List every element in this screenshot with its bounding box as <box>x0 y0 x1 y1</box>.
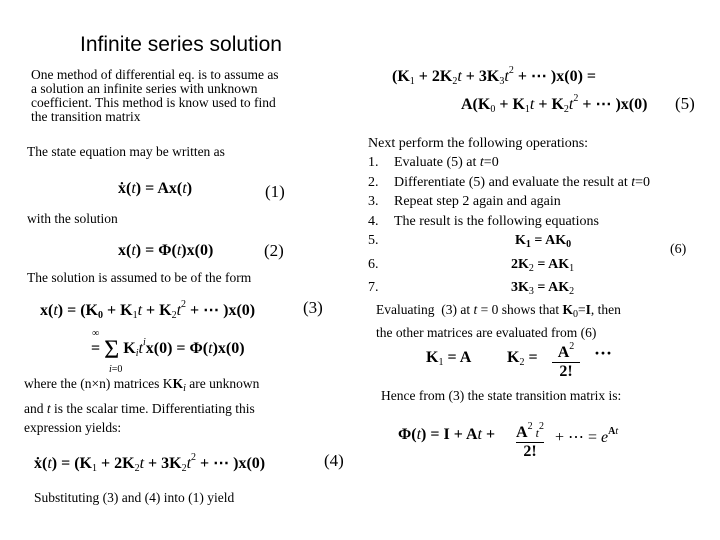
hence-text: Hence from (3) the state transition matrix is: <box>381 388 622 403</box>
equation-4: ẋ(t) = ($K_1 + 2K_2t + 3K_2t^2$ + ⋯ )x(0) <box>34 452 266 474</box>
intro-line: a solution an infinite series with unknown <box>31 81 258 96</box>
page-title: Infinite series solution <box>80 33 282 56</box>
where-line: where the (n×n) matrices K <box>24 376 173 391</box>
equation-5-rhs: $A(K_0 + K_1t + K_2t^2$ + ⋯ )x(0) <box>461 93 648 115</box>
sum-upper-limit: ∞ <box>92 328 100 339</box>
phi-equation: Φ(t) = I + At + <box>398 426 496 443</box>
intro-line: One method of differential eq. is to assume as <box>31 67 279 82</box>
where-line: are unknown <box>185 376 260 391</box>
assumed-text: The solution is assumed to be of the form <box>27 270 252 285</box>
k2-equation: $K_2$ = <box>507 349 538 368</box>
evaluating-line: the other matrices are evaluated from (6) <box>376 325 597 340</box>
operation-item: 1. Evaluate (5) at t=0 <box>368 155 499 170</box>
operations-list <box>368 153 650 302</box>
k1-equation: $K_1 = A$ <box>426 349 472 368</box>
phi-fraction: $A^2$ $t^2$ 2! <box>516 418 544 461</box>
where-line: is the scalar time. Differentiating this <box>50 400 255 416</box>
ellipsis: ··· <box>594 343 613 363</box>
k2-fraction: $A^2$ 2! <box>552 338 580 381</box>
where-line: expression yields: <box>24 420 122 435</box>
operation-item: 2. Differentiate (5) and evaluate the result at t=0 <box>368 174 651 190</box>
equation-5-label: (5) <box>675 94 695 113</box>
next-text: Next perform the following operations: <box>368 136 589 151</box>
operation-item: 7. $3K_3 = AK_2$ <box>368 280 575 297</box>
phi-equation-tail: + ⋯ = $e^{At}$ <box>555 426 619 446</box>
state-equation-text: The state equation may be written as <box>27 144 225 159</box>
equation-5-lhs: ($K_1 + 2K_2t + 3K_3t^2$ + ⋯ )x(0) = <box>392 65 597 87</box>
equation-6-label: (6) <box>670 242 687 257</box>
equation-4-label: (4) <box>324 451 344 470</box>
operation-item: 4. The result is the following equations <box>368 213 599 229</box>
intro-paragraph <box>31 68 279 124</box>
equation-3-label: (3) <box>303 298 323 317</box>
sum-lower-limit: i=0 <box>109 364 123 375</box>
equation-1-label: (1) <box>265 182 285 201</box>
operation-item: 3. Repeat step 2 again and again <box>368 194 561 209</box>
where-line: and <box>24 400 47 416</box>
equation-2-label: (2) <box>264 241 284 260</box>
substituting-text: Substituting (3) and (4) into (1) yield <box>34 490 235 505</box>
with-solution-text: with the solution <box>27 211 118 226</box>
operation-item: 5. $K_1 = AK_0$ <box>368 233 572 250</box>
where-paragraph: where the (n×n) matrices $KK_i$ are unknown and t is the scalar time. Differentiating this expression yields: <box>24 374 259 438</box>
equation-1: ẋ(t) = Ax(t) <box>118 180 193 197</box>
intro-line: the transition matrix <box>31 109 141 124</box>
equation-3-sum: = Σ $K_it^ix(0) = \Phi(t)x(0)$ <box>91 335 245 364</box>
operation-item: 6. $2K_2 = AK_1$ <box>368 256 575 274</box>
evaluating-paragraph: Evaluating (3) at t = 0 shows that $K_0=I$, then the other matrices are evaluated from (6) <box>376 302 621 340</box>
equation-2: x(t) = Φ(t)x(0) <box>118 242 214 259</box>
intro-line: coefficient. This method is know used to find <box>31 95 276 110</box>
equation-3: $x(t) = (K_0 + K_1t + K_2t^2$ + ⋯ )x(0) <box>40 299 256 321</box>
